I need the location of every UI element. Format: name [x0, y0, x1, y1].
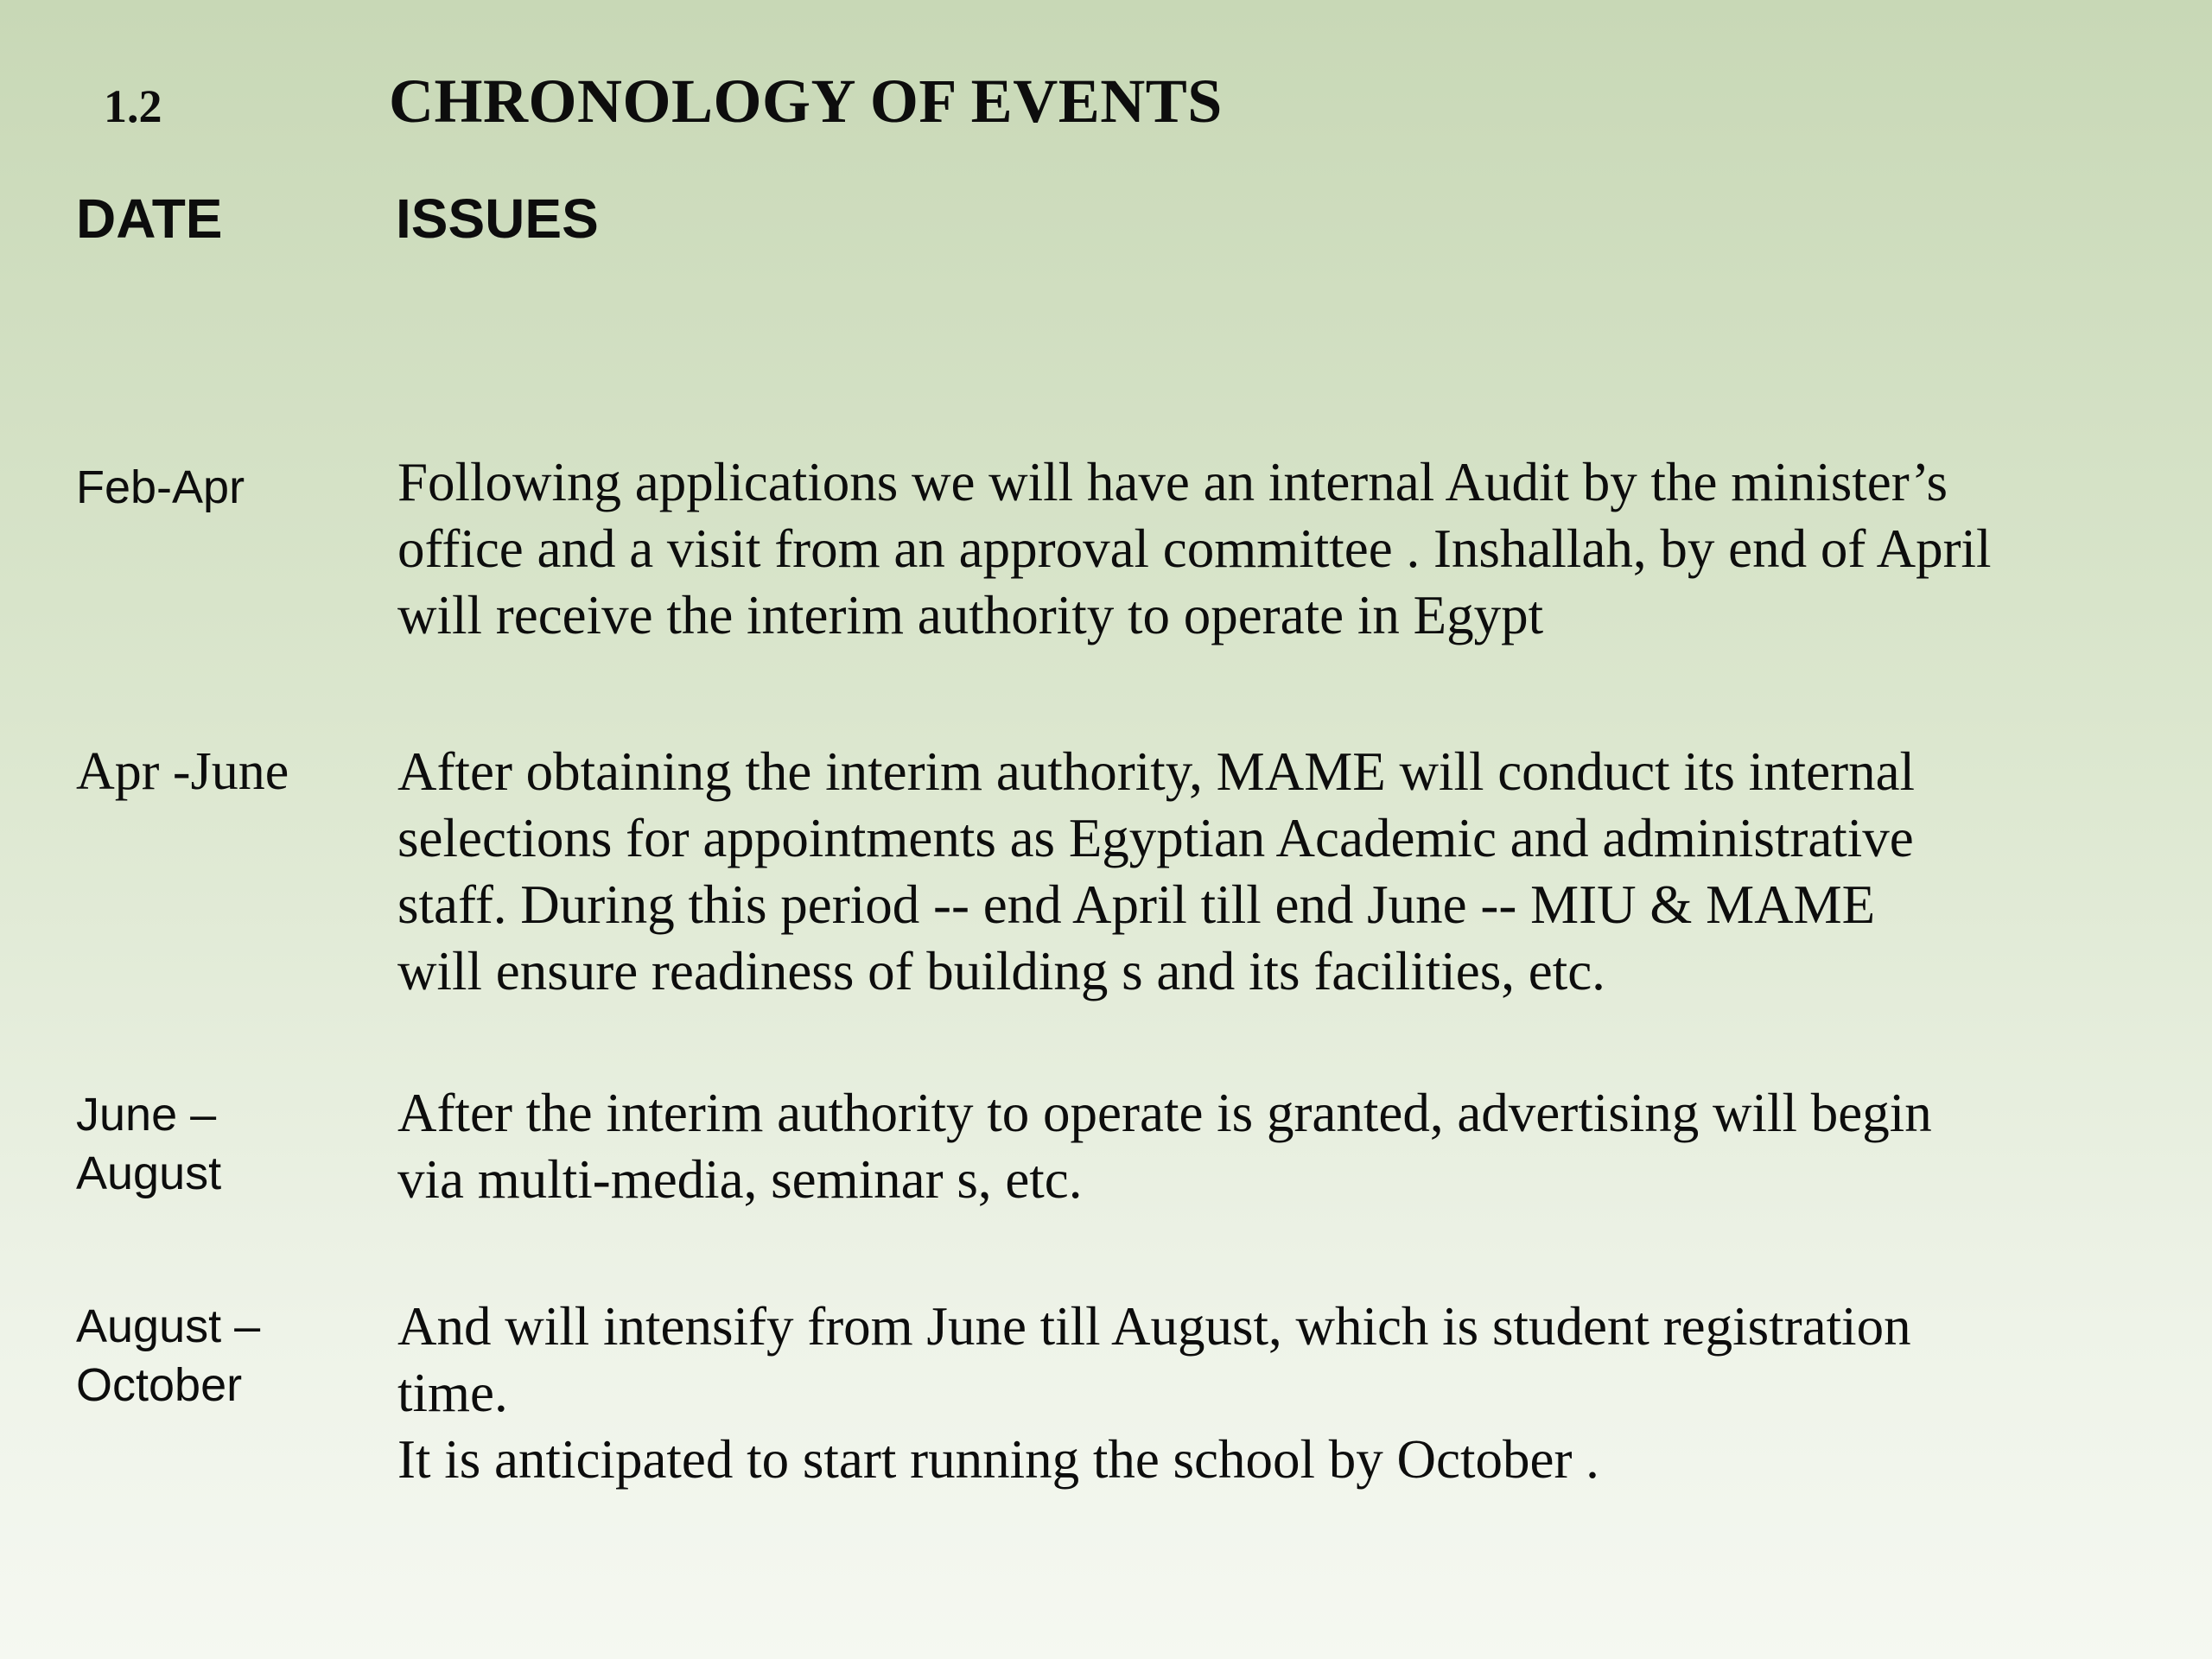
title-row: [0, 67, 2212, 145]
issue-cell: And will intensify from June till August, which is student registration time. It is anticipated to start running the school by October .: [397, 1296, 1911, 1490]
date-cell: Feb-Apr: [76, 461, 245, 513]
section-number: 1.2: [104, 80, 162, 132]
page-title: CHRONOLOGY OF EVENTS: [389, 67, 1223, 136]
issue-cell: After the interim authority to operate is granted, advertising will begin via multi-media, seminar s, etc.: [397, 1083, 1932, 1210]
date-cell: June – August: [76, 1089, 222, 1199]
date-cell: Apr -June: [76, 742, 289, 801]
date-cell: August – October: [76, 1300, 261, 1411]
column-header-issues: ISSUES: [396, 188, 599, 250]
table-header: [0, 188, 2212, 257]
issue-cell: Following applications we will have an internal Audit by the minister’s office and a visit from an approval committee . Inshallah, by end of April will receive the interim authority to operate in Egypt: [397, 452, 1992, 645]
column-header-date: DATE: [76, 188, 223, 250]
issue-cell: After obtaining the interim authority, MAME will conduct its internal selections for appointments as Egyptian Academic and administrative staff. During this period -- end April till end June -- MIU & MAME will ensure readiness of building s and its facilities, etc.: [397, 741, 1916, 1001]
